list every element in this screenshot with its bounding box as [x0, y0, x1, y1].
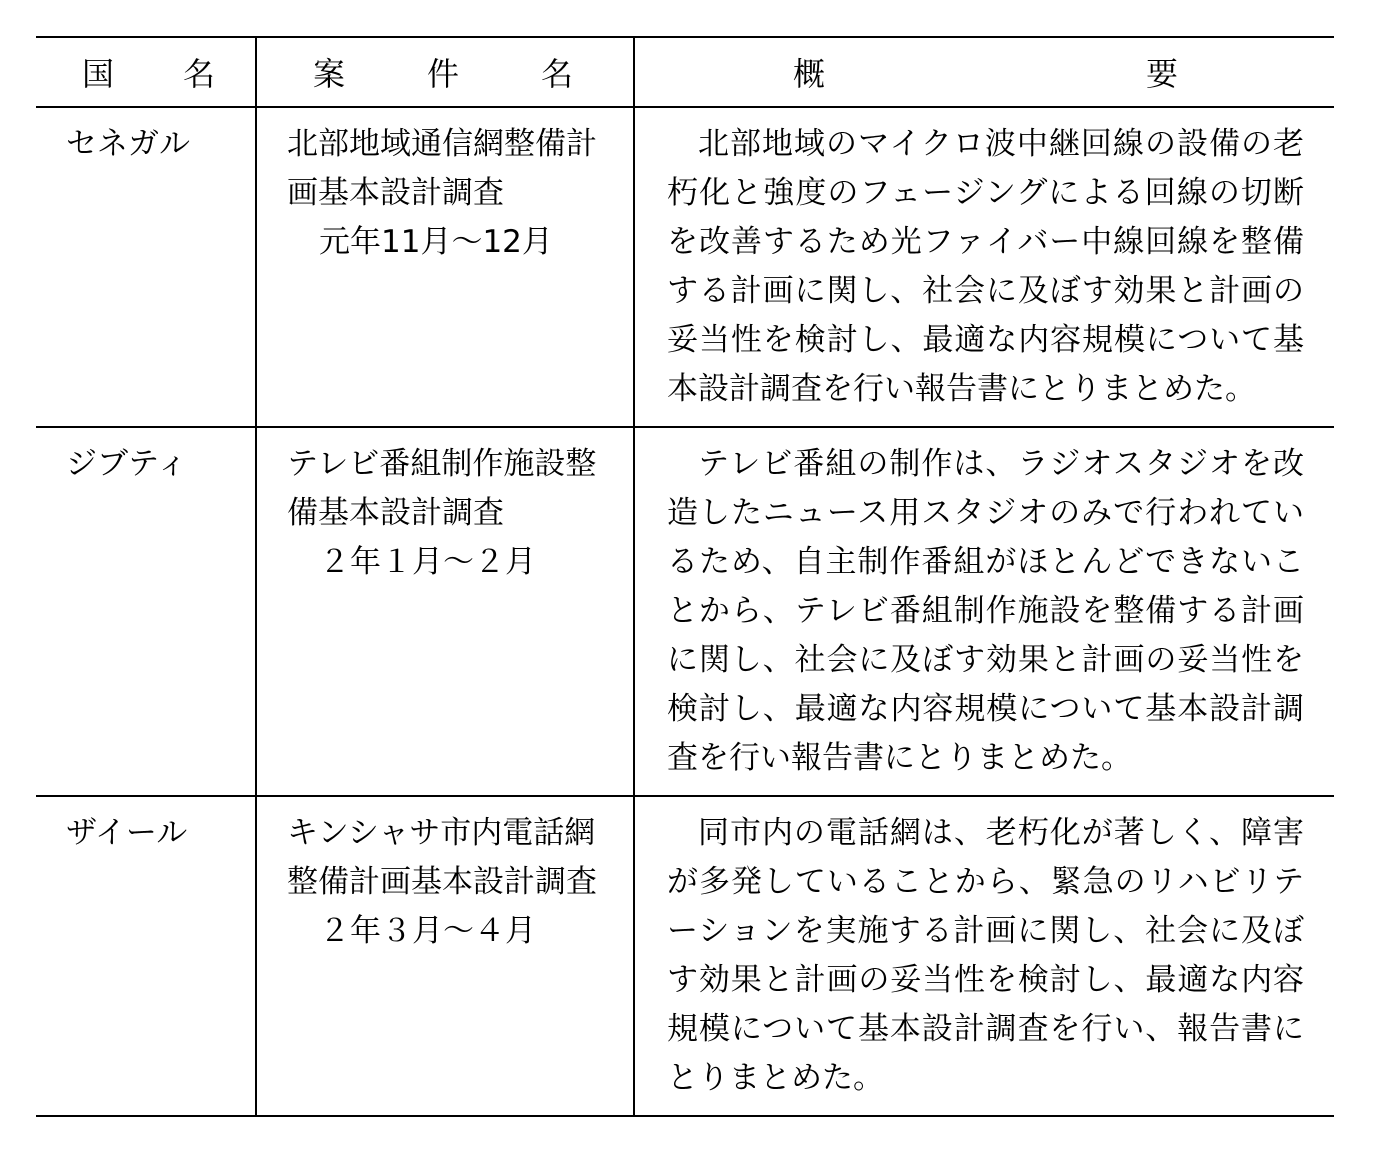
table-row [36, 107, 1334, 427]
project-period: ２年３月～４月 [319, 913, 536, 949]
header-project [256, 37, 634, 107]
header-country-char: 名 [182, 55, 215, 93]
header-project-char: 案 [313, 55, 346, 93]
header-row [36, 37, 1334, 107]
project-name: キンシャサ市内電話網整備計画基本設計調査 [287, 815, 597, 900]
header-summary [634, 37, 1334, 107]
project-period: 元年11月～12月 [319, 224, 553, 260]
summary-cell: テレビ番組の制作は、ラジオスタジオを改造したニュース用スタジオのみで行われているため、自主制作番組がほとんどできないことから、テレビ番組制作施設を整備する計画に関し、社会に及ぼす効果と計画の妥当性を検討し、最適な内容規模について基本設計調査を行い報告書にとりまとめた。 [634, 427, 1334, 796]
table-header [36, 37, 1334, 107]
project-cell [256, 107, 634, 427]
header-country-char: 国 [82, 55, 115, 93]
country-cell: セネガル [66, 126, 190, 162]
project-cell [256, 427, 634, 796]
table-row [36, 796, 1334, 1116]
project-table [36, 36, 1334, 1117]
header-project-char: 名 [540, 55, 573, 93]
project-name: テレビ番組制作施設整備基本設計調査 [287, 446, 597, 531]
project-cell [256, 796, 634, 1116]
summary-cell: 北部地域のマイクロ波中継回線の設備の老朽化と強度のフェージングによる回線の切断を改善するため光ファイバー中線回線を整備する計画に関し、社会に及ぼす効果と計画の妥当性を検討し、最適な内容規模について基本設計調査を行い報告書にとりまとめた。 [634, 107, 1334, 427]
project-name: 北部地域通信網整備計画基本設計調査 [287, 126, 597, 211]
header-summary-char: 要 [1145, 55, 1178, 93]
table-row [36, 427, 1334, 796]
header-country [36, 37, 256, 107]
project-period: ２年１月～２月 [319, 544, 536, 580]
country-cell: ジブティ [36, 427, 256, 796]
country-cell: ザイール [36, 796, 256, 1116]
header-project-char: 件 [426, 55, 459, 93]
header-summary-char: 概 [793, 55, 826, 93]
table-body [36, 107, 1334, 1116]
summary-cell: 同市内の電話網は、老朽化が著しく、障害が多発していることから、緊急のリハビリテーションを実施する計画に関し、社会に及ぼす効果と計画の妥当性を検討し、最適な内容規模について基本設計調査を行い、報告書にとりまとめた。 [634, 796, 1334, 1116]
